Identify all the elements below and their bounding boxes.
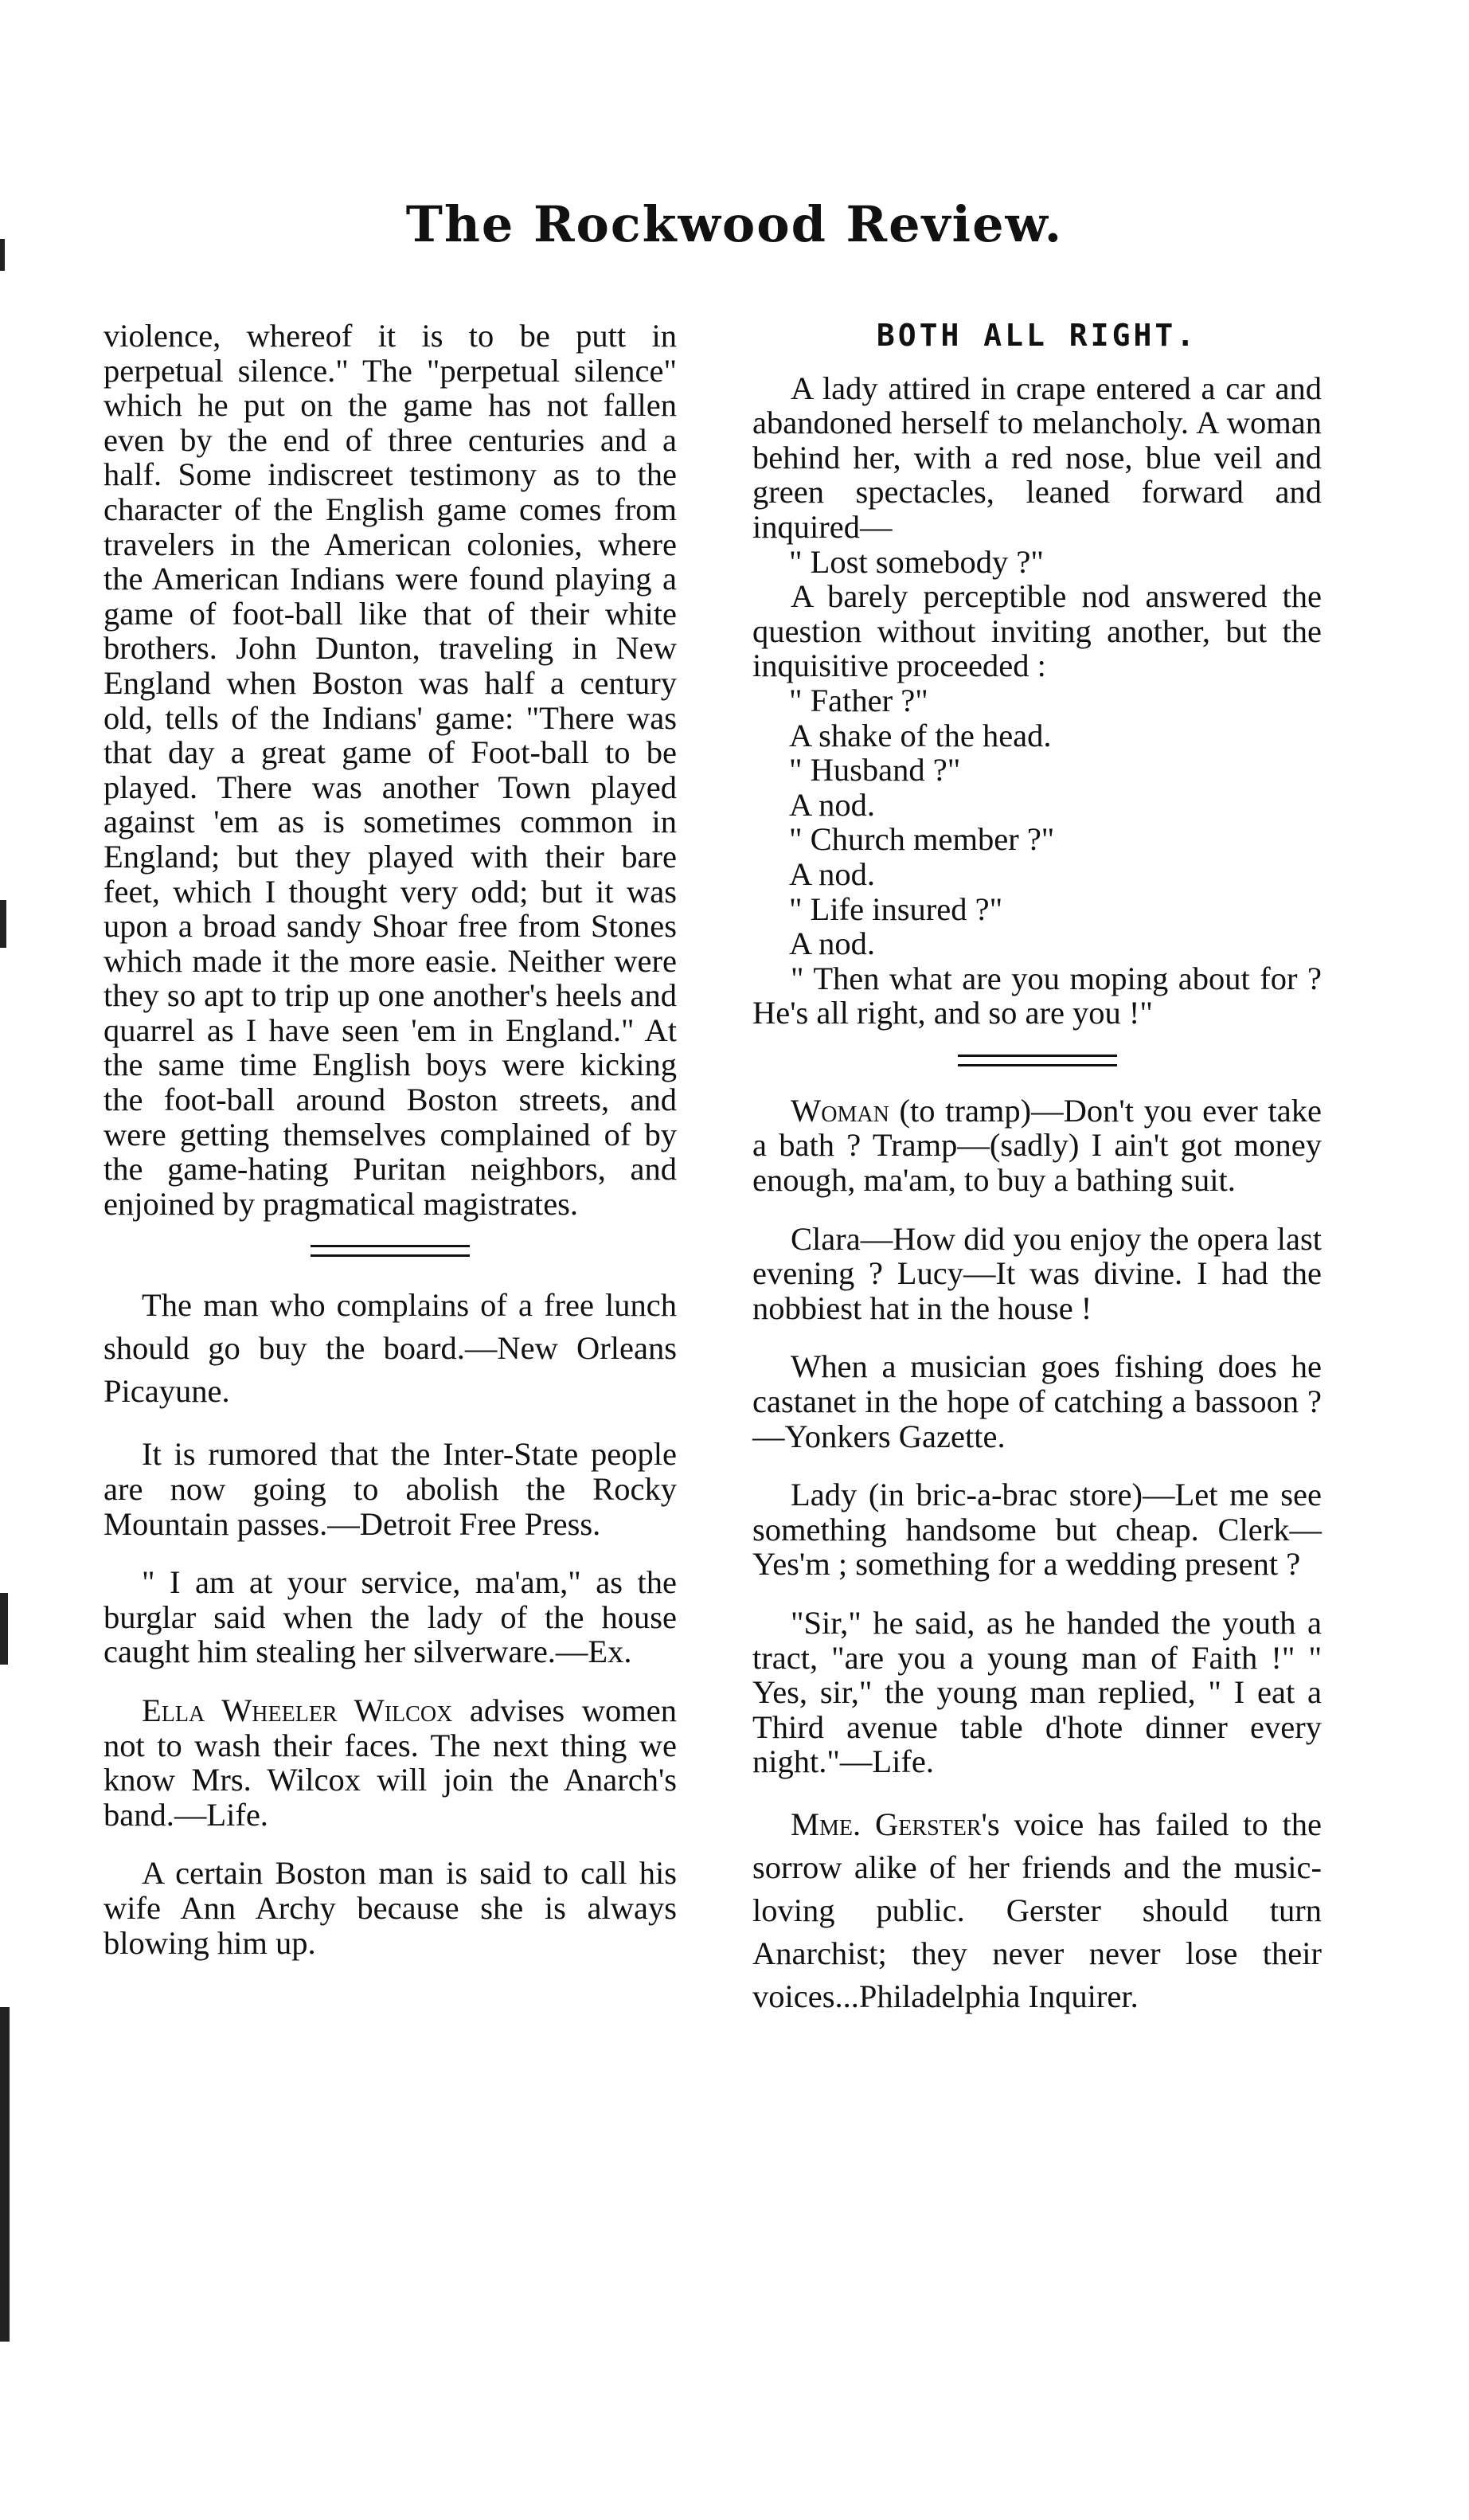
wilcox-item	[104, 1693, 677, 1832]
gerster-text: 's voice has failed to the sorrow alike of her friends and the music-loving public. Gerster should turn Anarchist; they never never lose their voices...Philadelphia Inquirer.	[752, 1806, 1322, 2014]
football-history-text: violence, whereof it is to be putt in perpetual silence." The "perpetual silence" which he put on the game has not fallen even by the end of three centuries and a half. Some indiscreet testimony as to the character of the English game comes from travelers in the American colonies, where the American Indians were found playing a game of foot-ball like that of their white brothers. John Dunton, traveling in New England when Boston was half a century old, tells of the Indians' game: "There was that day a great game of Foot-ball to be played. There was another Town played against 'em as is sometimes common in England; but they played with their bare feet, which I thought very odd; but it was upon a broad sandy Shoar free from Stones which made it the more easie. Neither were they so apt to trip up one another's heels and quarrel as I have seen 'em in England." At the same time English boys were kicking the foot-ball around Boston streets, and were getting themselves complained of by the game-hating Puritan neighbors, and enjoined by pragmatical magistrates.	[104, 318, 677, 1222]
section-divider	[958, 1055, 1117, 1066]
margin-scan-mark	[0, 900, 6, 948]
closing-line: " Then what are you moping about for ? He's all right, and so are you !"	[752, 960, 1322, 1031]
left-column	[104, 319, 677, 1960]
dialog-line: " Church member ?"	[789, 821, 1055, 858]
clara-item: Clara—How did you enjoy the opera last evening ? Lucy—It was divine. I had the nobbiest hat in the house !	[752, 1220, 1322, 1326]
dialog-line: " Father ?"	[789, 682, 928, 718]
musician-item: When a musician goes fishing does he castanet in the hope of catching a bassoon ?—Yonkers Gazette.	[752, 1348, 1322, 1454]
tract-item: "Sir," he said, as he handed the youth a tract, "are you a young man of Faith !" " Yes, sir," the young man replied, " I eat a Third avenue table d'hote dinner every night."—Life.	[752, 1605, 1322, 1780]
tramp-text: (to tramp)—Don't you ever take a bath ? Tramp—(sadly) I ain't got money enough, ma'am, to buy a bathing suit.	[752, 1092, 1322, 1199]
dialog-line: A shake of the head.	[789, 717, 1052, 753]
burglar-item: " I am at your service, ma'am," as the burglar said when the lady of the house caught him stealing her silverware.—Ex.	[104, 1564, 677, 1670]
dialog-line: " Lost somebody ?"	[789, 543, 1044, 580]
dialog-line: A nod.	[789, 855, 876, 892]
nod-paragraph: A barely perceptible nod answered the question without inviting another, but the inquisitive proceeded :	[752, 578, 1322, 684]
gerster-name: Mme. Gerster	[791, 1806, 982, 1842]
dialog-line: " Life insured ?"	[789, 890, 1003, 927]
boston-man-item: A certain Boston man is said to call his wife Ann Archy because she is always blowing him up.	[104, 1855, 677, 1961]
wilcox-name: Ella Wheeler Wilcox	[142, 1692, 453, 1728]
margin-scan-mark	[0, 2007, 10, 2342]
crape-lady-intro: A lady attired in crape entered a car and abandoned herself to melancholy. A woman behind her, with a red nose, blue veil and green spectacles, leaned forward and inquired—	[752, 370, 1322, 545]
dialog-line: A nod.	[789, 925, 876, 962]
wilcox-text: advises women not to wash their faces. The next thing we know Mrs. Wilcox will join the Anarch's band.—Life.	[104, 1692, 677, 1833]
dialog-line: A nod.	[789, 786, 876, 823]
masthead-title: The Rockwood Review.	[405, 195, 1064, 253]
interstate-item: It is rumored that the Inter-State people are now going to abolish the Rocky Mountain passes.—Detroit Free Press.	[104, 1436, 677, 1542]
section-divider	[311, 1245, 470, 1257]
woman-label: Woman	[791, 1092, 889, 1129]
tramp-item	[752, 1094, 1322, 1198]
dialog-line: " Husband ?"	[789, 752, 961, 788]
margin-scan-mark	[0, 1593, 8, 1665]
bric-a-brac-item: Lady (in bric-a-brac store)—Let me see something handsome but cheap. Clerk—Yes'm ; something for a wedding present ?	[752, 1477, 1322, 1583]
gerster-item	[752, 1803, 1322, 2018]
section-heading: BOTH ALL RIGHT.	[876, 318, 1198, 353]
right-column	[752, 319, 1322, 2018]
free-lunch-item: The man who complains of a free lunch should go buy the board.—New Orleans Picayune.	[104, 1287, 677, 1410]
